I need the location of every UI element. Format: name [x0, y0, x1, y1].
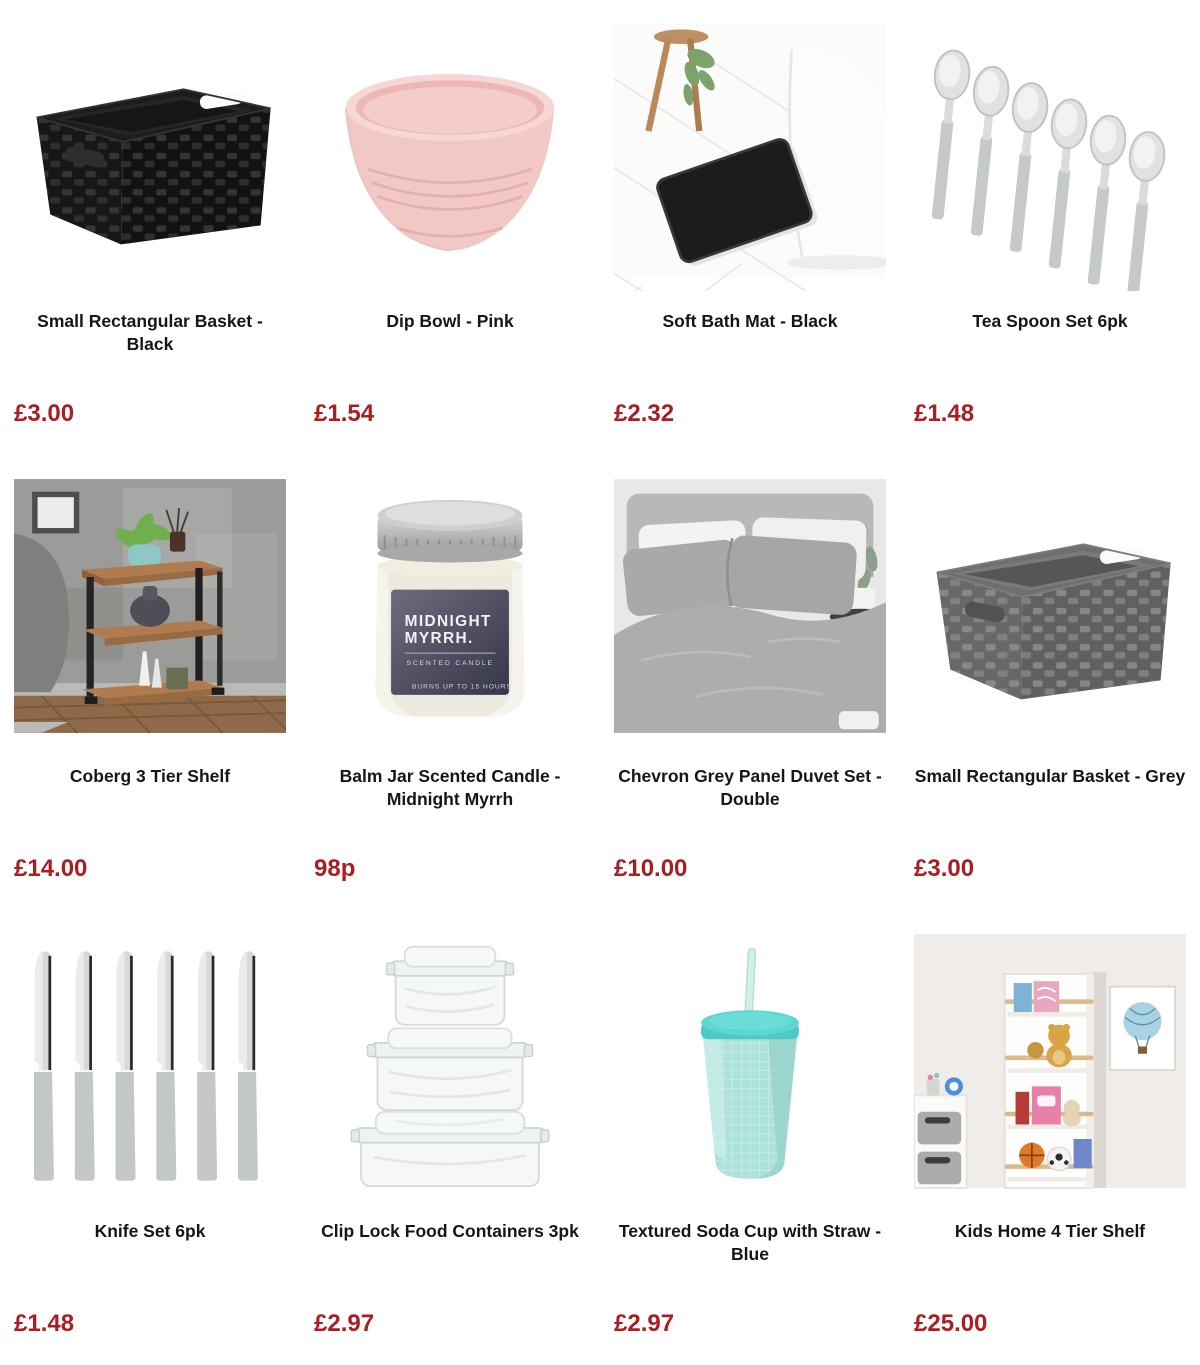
product-card[interactable] [0, 455, 300, 910]
product-price: £2.97 [314, 1310, 375, 1337]
product-image-pink-dip-bowl [314, 10, 586, 292]
product-title: Small Rectangular Basket - Grey [914, 766, 1186, 786]
product-image-balm-jar-candle [314, 465, 586, 747]
product-image-tea-spoon-set [914, 10, 1186, 292]
product-title: Tea Spoon Set 6pk [972, 311, 1128, 331]
product-card[interactable] [0, 0, 300, 455]
product-title: Kids Home 4 Tier Shelf [954, 1221, 1146, 1241]
product-image-grey-duvet-set [614, 465, 886, 747]
coberg-shelf-illustration [14, 466, 286, 746]
product-card[interactable] [0, 910, 300, 1365]
tea-spoon-set-illustration [914, 11, 1186, 291]
product-image-knife-set [14, 920, 286, 1202]
product-title: Knife Set 6pk [94, 1221, 206, 1241]
candle-label-subtitle: SCENTED CANDLE [406, 659, 494, 667]
product-price: £3.00 [914, 855, 975, 882]
product-image-black-woven-basket [14, 10, 286, 292]
product-price: £1.54 [314, 400, 375, 427]
product-image-grey-woven-basket [914, 465, 1186, 747]
product-title: Textured Soda Cup with Straw - Blue [618, 1221, 882, 1265]
black-bath-mat-illustration [614, 11, 886, 291]
candle-label-line2: MYRRH. [404, 630, 474, 648]
product-price: £10.00 [614, 855, 688, 882]
product-price: 98p [314, 855, 356, 882]
product-price: £1.48 [14, 1310, 75, 1337]
clip-lock-containers-illustration [314, 921, 586, 1201]
product-price: £2.97 [614, 1310, 675, 1337]
kids-shelf-illustration [914, 921, 1186, 1201]
grey-woven-basket-illustration [914, 466, 1186, 746]
pink-dip-bowl-illustration [314, 11, 586, 291]
product-title: Chevron Grey Panel Duvet Set - Double [618, 766, 882, 810]
product-card[interactable] [300, 0, 600, 455]
product-price: £14.00 [14, 855, 88, 882]
product-price: £2.32 [614, 400, 675, 427]
product-title: Soft Bath Mat - Black [662, 311, 838, 331]
grey-duvet-set-illustration [614, 466, 886, 746]
product-card[interactable] [600, 0, 900, 455]
product-price: £3.00 [14, 400, 75, 427]
product-card[interactable] [300, 910, 600, 1365]
product-image-kids-shelf [914, 920, 1186, 1202]
product-card[interactable] [900, 455, 1200, 910]
product-title: Coberg 3 Tier Shelf [69, 766, 231, 786]
product-card[interactable] [900, 910, 1200, 1365]
product-image-clip-lock-containers [314, 920, 586, 1202]
product-title: Small Rectangular Basket - Black [37, 311, 263, 355]
product-price: £1.48 [914, 400, 975, 427]
candle-label-footer: BURNS UP TO 15 HOURS [411, 683, 513, 691]
textured-soda-cup-illustration [614, 921, 886, 1201]
product-price: £25.00 [914, 1310, 988, 1337]
product-card[interactable] [600, 910, 900, 1365]
product-image-black-bath-mat [614, 10, 886, 292]
product-title: Balm Jar Scented Candle - Midnight Myrrh [339, 766, 561, 810]
product-image-coberg-shelf [14, 465, 286, 747]
product-card[interactable] [300, 455, 600, 910]
balm-jar-candle-illustration [314, 466, 586, 746]
product-image-textured-soda-cup [614, 920, 886, 1202]
product-card[interactable] [900, 0, 1200, 455]
product-title: Dip Bowl - Pink [386, 311, 514, 331]
black-woven-basket-illustration [14, 11, 286, 291]
product-title: Clip Lock Food Containers 3pk [321, 1221, 579, 1241]
product-card[interactable] [600, 455, 900, 910]
knife-set-illustration [14, 921, 286, 1201]
candle-label-line1: MIDNIGHT [404, 612, 492, 630]
